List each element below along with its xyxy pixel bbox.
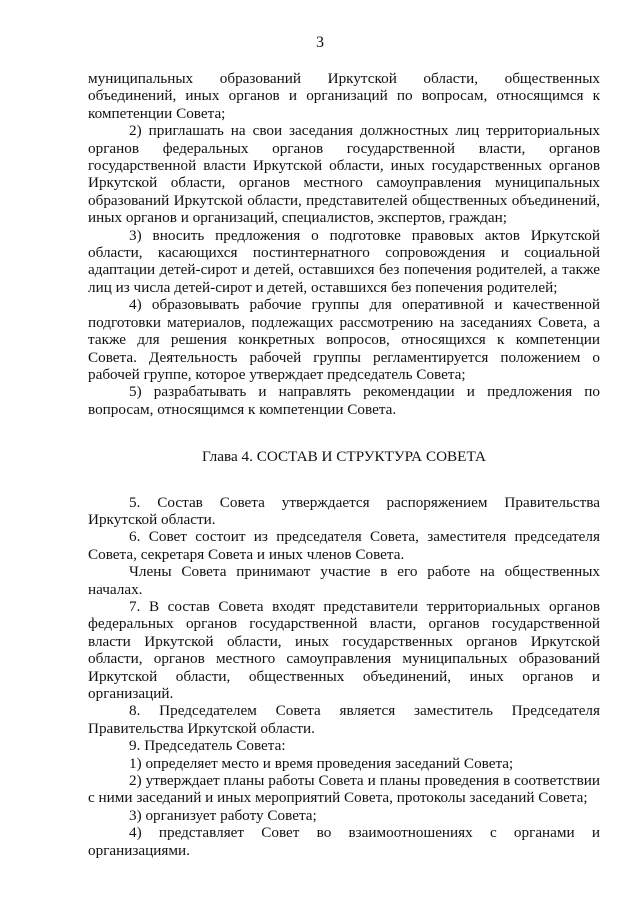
paragraph-chair-duty-3: 3) организует работу Совета; (129, 806, 317, 824)
document-body (88, 70, 600, 859)
paragraph-continuation: муниципальных образований Иркутской области, общественных объединений, иных органов и организаций по вопросам, относящимся к компетенции Совета; (88, 70, 600, 122)
paragraph-clause-9: 9. Председатель Совета: (129, 737, 286, 755)
paragraph-clause-5: 5. Состав Совета утверждается распоряжением Правительства Иркутской области. (88, 493, 600, 528)
paragraph-item-5: 5) разрабатывать и направлять рекомендации и предложения по вопросам, относящимся к компетенции Совета. (88, 383, 600, 418)
page-number: 3 (316, 34, 324, 51)
paragraph-item-4: 4) образовывать рабочие группы для оперативной и качественной подготовки материалов, подлежащих рассмотрению на заседаниях Совета, а также для решения конкретных вопросов, относящихся к компетенции Совета. Деятельность рабочей группы регламентируется положением о рабочей группе, которое утверждает председатель Совета; (88, 296, 600, 383)
paragraph-item-2: 2) приглашать на свои заседания должностных лиц территориальных органов федеральных органов государственной власти, органов государственной власти Иркутской области, иных государственных органов Иркутской области, органов местного самоуправления муниципальных образований Иркутской области, представителей общественных объединений, иных органов и организаций, специалистов, экспертов, граждан; (88, 122, 600, 227)
paragraph-chair-duty-4: 4) представляет Совет во взаимоотношениях с органами и организациями. (88, 824, 600, 859)
chapter-heading: Глава 4. СОСТАВ И СТРУКТУРА СОВЕТА (202, 448, 486, 466)
paragraph-item-3: 3) вносить предложения о подготовке правовых актов Иркутской области, касающихся постинтернатного сопровождения и социальной адаптации детей-сирот и детей, оставшихся без попечения родителей, а также лиц из числа детей-сирот и детей, оставшихся без попечения родителей; (88, 226, 600, 296)
paragraph-clause-6: 6. Совет состоит из председателя Совета, заместителя председателя Совета, секретаря Совета и иных членов Совета. (88, 528, 600, 563)
paragraph-clause-8: 8. Председателем Совета является заместитель Председателя Правительства Иркутской области. (88, 702, 600, 737)
paragraph-chair-duty-2: 2) утверждает планы работы Совета и планы проведения в соответствии с ними заседаний и иных мероприятий Совета, протоколы заседаний Совета; (88, 772, 600, 807)
paragraph-chair-duty-1: 1) определяет место и время проведения заседаний Совета; (129, 754, 514, 772)
paragraph-clause-7: 7. В состав Совета входят представители территориальных органов федеральных органов государственной власти, органов государственной власти Иркутской области, иных государственных органов Иркутской области, органов местного самоуправления муниципальных образований Иркутской области, общественных объединений, иных органов и организаций. (88, 597, 600, 702)
paragraph-members: Члены Совета принимают участие в его работе на общественных началах. (88, 563, 600, 598)
